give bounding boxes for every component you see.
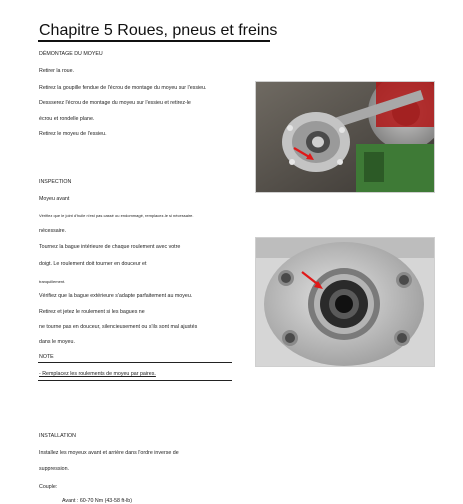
hub-bearing-photo [255, 237, 435, 367]
inspection-line-4: doigt. Le roulement doit tourner en douceur et [39, 261, 147, 267]
demontage-step-2: Retirez la goupille fendue de l'écrou de montage du moyeu sur l'essieu. [39, 85, 207, 91]
installation-line-1: Installez les moyeux avant et arrière dans l'ordre inverse de [39, 450, 179, 456]
inspection-line-1: Vérifiez que le joint d'huile n'est pas cassé ou endommagé, remplacez-le si nécessaire. [39, 213, 194, 218]
note-label: NOTE [39, 354, 54, 360]
page-title: Chapitre 5 Roues, pneus et freins [39, 22, 278, 39]
inspection-line-8: ne tourne pas en douceur, silencieusement ou s'ils sont mal ajustés [39, 324, 198, 330]
hub-bearing-illustration [256, 238, 434, 366]
inspection-line-3: Tournez la bague intérieure de chaque roulement avec votre [39, 244, 181, 250]
demontage-step-1: Retirer la roue. [39, 68, 75, 74]
hub-on-axle-photo [255, 81, 435, 193]
hub-on-axle-illustration [256, 82, 434, 192]
inspection-line-2: nécessaire. [39, 228, 67, 234]
inspection-line-6: Vérifiez que la bague extérieure s'adapte parfaitement au moyeu. [39, 293, 193, 299]
section-heading-demontage: DÉMONTAGE DU MOYEU [39, 51, 103, 57]
couple-label: Couple: [39, 484, 58, 490]
inspection-line-5: tranquillement. [39, 279, 66, 284]
note-text: - Remplacez les roulements de moyeu par paires. [39, 371, 156, 377]
note-bottom-rule [38, 380, 232, 381]
section-heading-installation: INSTALLATION [39, 433, 76, 439]
demontage-step-4: écrou et rondelle plane. [39, 116, 95, 122]
inspection-line-7: Retirez et jetez le roulement si les bagues ne [39, 309, 145, 315]
title-underline [38, 40, 270, 42]
couple-value: Avant : 60-70 Nm (43-58 ft-lb) [62, 498, 132, 504]
inspection-line-9: dans le moyeu. [39, 339, 75, 345]
demontage-step-3: Dessserez l'écrou de montage du moyeu sur l'essieu et retirez-le [39, 100, 191, 106]
inspection-subheading: Moyeu avant [39, 196, 70, 202]
note-top-rule [38, 362, 232, 363]
section-heading-inspection: INSPECTION [39, 179, 72, 185]
installation-line-2: suppression. [39, 466, 70, 472]
demontage-step-5: Retirez le moyeu de l'essieu. [39, 131, 107, 137]
